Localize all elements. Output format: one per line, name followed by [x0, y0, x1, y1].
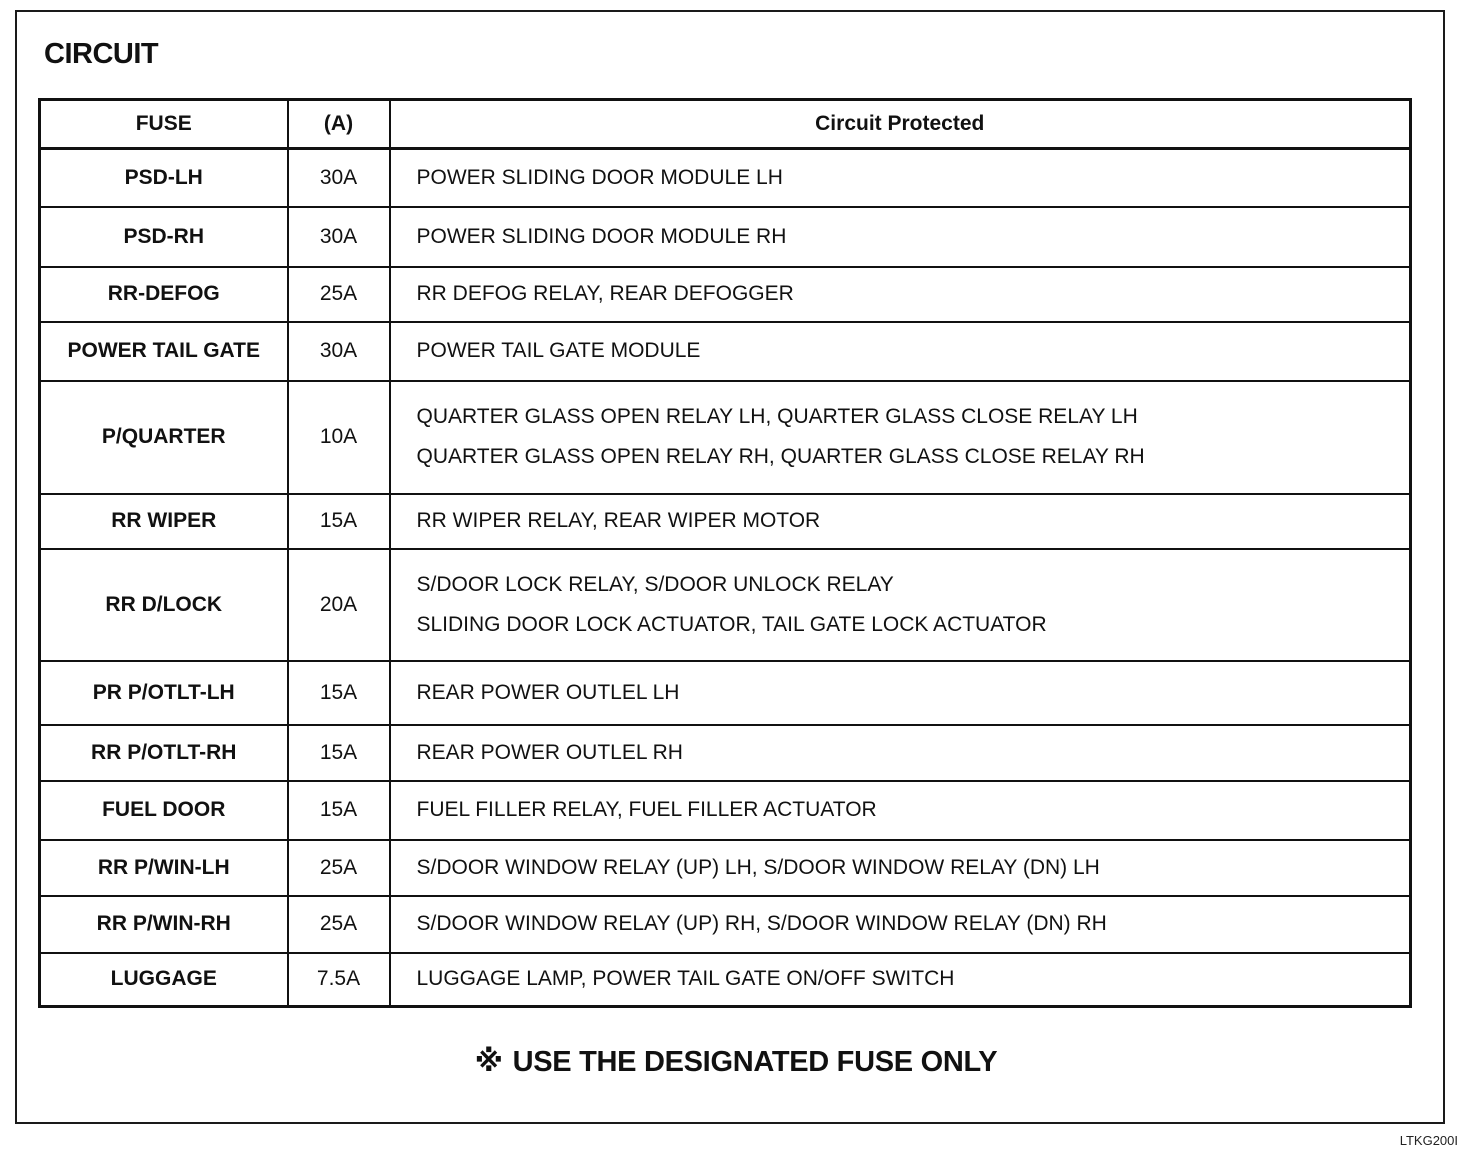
fuse-name: P/QUARTER [40, 381, 288, 494]
circuit-line: QUARTER GLASS OPEN RELAY LH, QUARTER GLASS CLOSE RELAY LH [416, 405, 1138, 428]
fuse-name: RR D/LOCK [40, 549, 288, 661]
circuit-protected [390, 953, 1411, 1007]
table-row [40, 725, 1411, 781]
fuse-name: RR P/WIN-LH [40, 840, 288, 896]
fuse-name: PR P/OTLT-LH [40, 661, 288, 725]
circuit-protected [390, 661, 1411, 725]
table-row [40, 896, 1411, 953]
table-row [40, 494, 1411, 549]
fuse-rating: 10A [288, 381, 390, 494]
circuit-protected [390, 725, 1411, 781]
circuit-line: POWER SLIDING DOOR MODULE RH [416, 224, 787, 248]
circuit-line: RR WIPER RELAY, REAR WIPER MOTOR [416, 509, 821, 532]
header-amps: (A) [288, 100, 390, 149]
fuse-rating: 15A [288, 781, 390, 840]
fuse-name: PSD-RH [40, 207, 288, 267]
fuse-name: RR WIPER [40, 494, 288, 549]
page-title: CIRCUIT [44, 38, 159, 70]
fuse-name: PSD-LH [40, 149, 288, 207]
reference-mark-icon: ※ [474, 1046, 503, 1078]
table-row [40, 840, 1411, 896]
circuit-protected [390, 494, 1411, 549]
circuit-protected [390, 840, 1411, 896]
fuse-rows [40, 149, 1411, 1007]
designated-fuse-note [0, 1044, 1472, 1079]
circuit-protected [390, 381, 1411, 494]
circuit-line: POWER TAIL GATE MODULE [416, 339, 701, 362]
circuit-line: LUGGAGE LAMP, POWER TAIL GATE ON/OFF SWITCH [416, 967, 955, 991]
fuse-name: POWER TAIL GATE [40, 322, 288, 381]
table-row [40, 267, 1411, 322]
fuse-rating: 15A [288, 494, 390, 549]
fuse-rating: 15A [288, 725, 390, 781]
fuse-rating: 25A [288, 267, 390, 322]
circuit-line: SLIDING DOOR LOCK ACTUATOR, TAIL GATE LOCK ACTUATOR [416, 612, 1047, 636]
fuse-rating: 30A [288, 149, 390, 207]
circuit-line: POWER SLIDING DOOR MODULE LH [416, 165, 783, 189]
circuit-line: S/DOOR WINDOW RELAY (UP) RH, S/DOOR WINDOW RELAY (DN) RH [416, 912, 1107, 935]
fuse-rating: 20A [288, 549, 390, 661]
table-row [40, 549, 1411, 661]
fuse-rating: 30A [288, 322, 390, 381]
circuit-line: S/DOOR WINDOW RELAY (UP) LH, S/DOOR WINDOW RELAY (DN) LH [416, 855, 1100, 879]
circuit-line: QUARTER GLASS OPEN RELAY RH, QUARTER GLASS CLOSE RELAY RH [416, 445, 1145, 468]
header-fuse: FUSE [40, 100, 288, 149]
fuse-rating: 25A [288, 896, 390, 953]
circuit-protected [390, 149, 1411, 207]
table-row [40, 381, 1411, 494]
fuse-rating: 7.5A [288, 953, 390, 1007]
fuse-table [38, 98, 1412, 1008]
table-row [40, 953, 1411, 1007]
circuit-protected [390, 896, 1411, 953]
fuse-rating: 25A [288, 840, 390, 896]
circuit-line: REAR POWER OUTLEL LH [416, 680, 680, 704]
fuse-name: RR-DEFOG [40, 267, 288, 322]
circuit-protected [390, 207, 1411, 267]
circuit-protected [390, 267, 1411, 322]
header-row [40, 100, 1411, 149]
circuit-line: REAR POWER OUTLEL RH [416, 740, 683, 764]
table-row [40, 781, 1411, 840]
fuse-name: LUGGAGE [40, 953, 288, 1007]
fuse-name: RR P/WIN-RH [40, 896, 288, 953]
circuit-protected [390, 322, 1411, 381]
fuse-rating: 15A [288, 661, 390, 725]
note-text: USE THE DESIGNATED FUSE ONLY [512, 1046, 998, 1078]
circuit-line: S/DOOR LOCK RELAY, S/DOOR UNLOCK RELAY [416, 572, 894, 596]
circuit-protected [390, 781, 1411, 840]
circuit-protected [390, 549, 1411, 661]
table-row [40, 149, 1411, 207]
table-row [40, 322, 1411, 381]
circuit-line: FUEL FILLER RELAY, FUEL FILLER ACTUATOR [416, 798, 877, 821]
circuit-line: RR DEFOG RELAY, REAR DEFOGGER [416, 282, 794, 305]
table-row [40, 661, 1411, 725]
fuse-rating: 30A [288, 207, 390, 267]
fuse-name: FUEL DOOR [40, 781, 288, 840]
table-row [40, 207, 1411, 267]
fuse-name: RR P/OTLT-RH [40, 725, 288, 781]
header-circuit: Circuit Protected [390, 100, 1411, 149]
figure-code: LTKG200I [1399, 1133, 1458, 1148]
